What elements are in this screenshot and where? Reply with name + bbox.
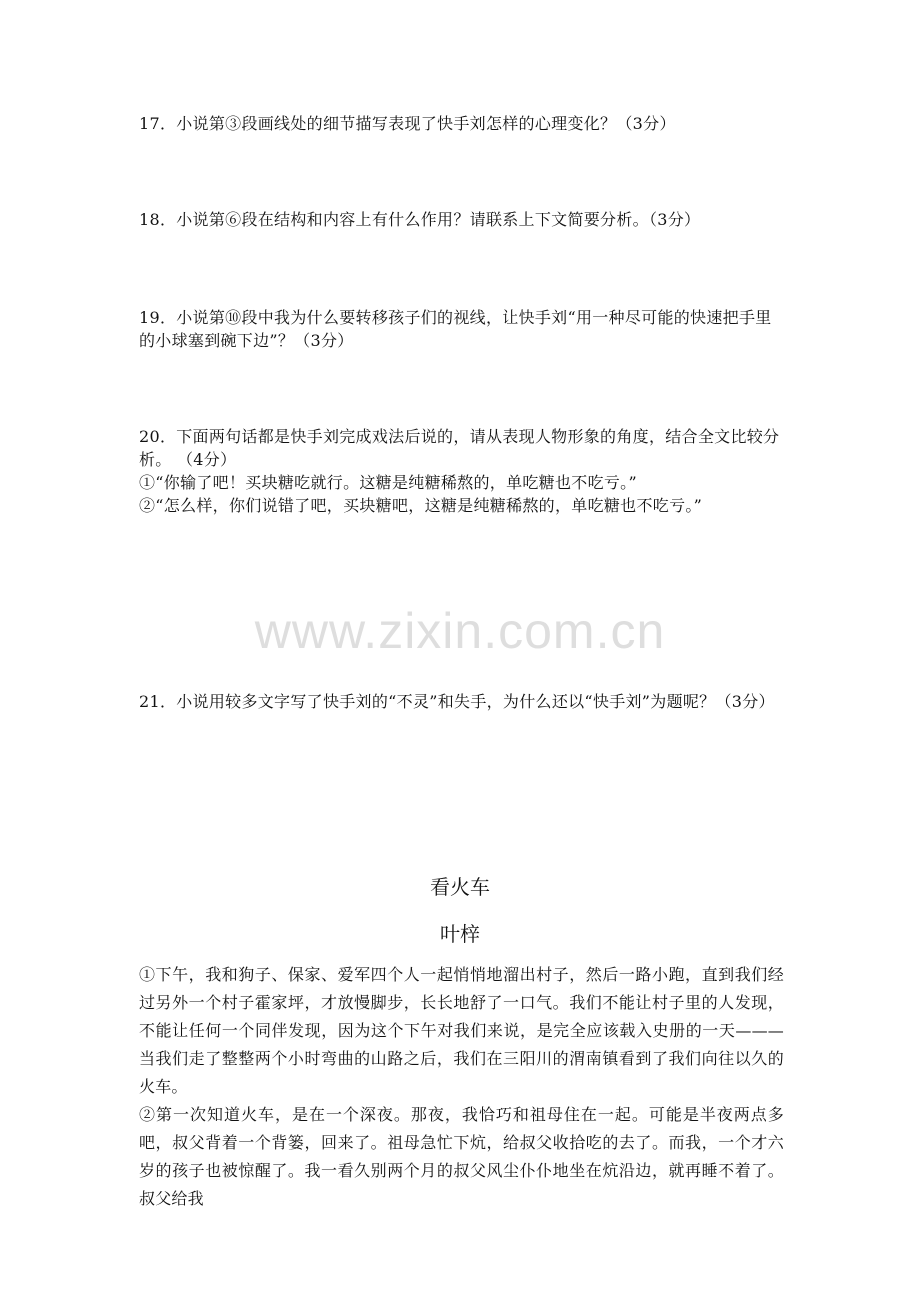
question-20 [139,425,784,517]
question-19 [139,306,784,352]
article-title: 看火车 [430,875,490,899]
question-21 [139,690,784,713]
question-20-quote-1: ①“你输了吧！买块糖吃就行。这糖是纯糖稀熬的，单吃糖也不吃亏。” [139,473,637,492]
question-18 [139,208,784,231]
question-20-quote-2: ②“怎么样，你们说错了吧，买块糖吧，这糖是纯糖稀熬的，单吃糖也不吃亏。” [139,496,703,515]
article-paragraph-1: ①下午，我和狗子、保家、爱军四个人一起悄悄地溜出村子，然后一路小跑，直到我们经过另外一个村子霍家坪，才放慢脚步，长长地舒了一口气。我们不能让村子里的人发现，不能让任何一个同伴发现，因为这个下午对我们来说，是完全应该载入史册的一天———当我们走了整整两个小时弯曲的山路之后，我们在三阳川的渭南镇看到了我们向往以久的火车。 [139,965,784,1096]
question-21-text: 21．小说用较多文字写了快手刘的“不灵”和失手，为什么还以“快手刘”为题呢？（3分） [139,692,775,711]
question-17 [139,112,784,135]
question-19-text: 19．小说第⑩段中我为什么要转移孩子们的视线，让快手刘“用一种尽可能的快速把手里的小球塞到碗下边”？（3分） [139,308,772,350]
watermark: www.zixin.com.cn [254,603,666,659]
question-17-text: 17．小说第③段画线处的细节描写表现了快手刘怎样的心理变化？（3分） [139,114,676,133]
question-20-text: 20．下面两句话都是快手刘完成戏法后说的，请从表现人物形象的角度，结合全文比较分析。 （4分） [139,427,780,469]
article-body [139,961,784,1213]
question-18-text: 18．小说第⑥段在结构和内容上有什么作用？请联系上下文简要分析。（3分） [139,210,701,229]
article-author: 叶梓 [440,922,480,946]
article-paragraph-2: ②第一次知道火车，是在一个深夜。那夜，我恰巧和祖母住在一起。可能是半夜两点多吧，叔父背着一个背篓，回来了。祖母急忙下炕，给叔父收拾吃的去了。而我，一个才六岁的孩子也被惊醒了。我一看久别两个月的叔父风尘仆仆地坐在炕沿边，就再睡不着了。叔父给我 [139,1105,784,1208]
